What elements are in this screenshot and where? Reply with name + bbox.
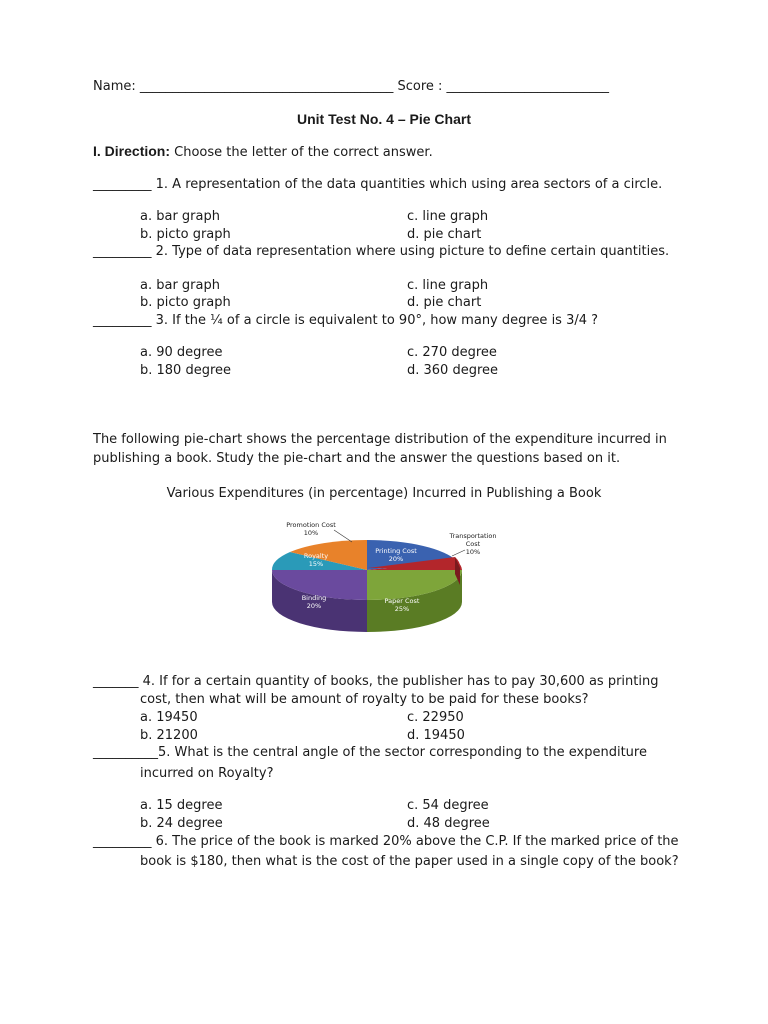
pie-chart (262, 515, 497, 665)
option-b: b. 21200 (140, 728, 198, 743)
option-a: a. bar graph (140, 209, 220, 224)
direction-label: I. Direction: (93, 143, 171, 159)
transport-l2: Cost (465, 540, 481, 548)
option-a: a. 19450 (140, 710, 198, 725)
royalty-pct: 15% (308, 560, 324, 568)
promo-name: Promotion Cost (286, 521, 336, 529)
transport-l1: Transportation (449, 532, 497, 540)
paper-name: Paper Cost (384, 597, 420, 605)
printing-pct: 20% (388, 555, 404, 563)
option-c: c. line graph (407, 209, 489, 224)
option-b: b. 180 degree (140, 363, 232, 378)
option-d: d. pie chart (407, 227, 482, 242)
royalty-name: Royalty (303, 552, 329, 560)
question-stem: _________ 2. Type of data representation where using picture to define certain quantities. (93, 244, 670, 259)
question-stem: _________ 1. A representation of the data quantities which using area sectors of a circle. (93, 177, 663, 192)
question-stem-cont: incurred on Royalty? (140, 766, 274, 781)
transport-pct: 10% (465, 548, 481, 556)
option-c: c. line graph (407, 278, 489, 293)
question-stem: _______ 4. If for a certain quantity of books, the publisher has to pay 30,600 as printing (93, 674, 659, 689)
question-stem: _________ 3. If the ¼ of a circle is equivalent to 90°, how many degree is 3/4 ? (93, 313, 599, 328)
question-stem: __________5. What is the central angle of the sector corresponding to the expenditure (93, 745, 647, 760)
transport-leader (452, 550, 465, 556)
chart-title: Various Expenditures (in percentage) Incurred in Publishing a Book (166, 486, 602, 501)
passage-line-1: The following pie-chart shows the percentage distribution of the expenditure incurred in (93, 432, 667, 447)
promo-leader (334, 530, 352, 542)
direction (93, 142, 433, 162)
question-stem-cont: cost, then what will be amount of royalty to be paid for these books? (140, 692, 589, 707)
option-c: c. 22950 (407, 710, 464, 725)
promo-pct: 10% (303, 529, 319, 537)
name-score-line: Name: _______________________________________ Score : _________________________ (93, 79, 610, 94)
page-title: Unit Test No. 4 – Pie Chart (297, 111, 471, 127)
option-d: d. 48 degree (407, 816, 490, 831)
printing-name: Printing Cost (375, 547, 417, 555)
option-b: b. picto graph (140, 295, 231, 310)
option-a: a. bar graph (140, 278, 220, 293)
binding-pct: 20% (306, 602, 322, 610)
question-stem: _________ 6. The price of the book is marked 20% above the C.P. If the marked price of the (93, 834, 679, 849)
option-c: c. 54 degree (407, 798, 489, 813)
option-a: a. 15 degree (140, 798, 223, 813)
binding-name: Binding (301, 594, 327, 602)
option-c: c. 270 degree (407, 345, 497, 360)
direction-text: Choose the letter of the correct answer. (174, 145, 433, 160)
option-d: d. 360 degree (407, 363, 499, 378)
option-d: d. 19450 (407, 728, 465, 743)
option-a: a. 90 degree (140, 345, 223, 360)
passage-line-2: publishing a book. Study the pie-chart and the answer the questions based on it. (93, 451, 621, 466)
question-stem-cont: book is $180, then what is the cost of the paper used in a single copy of the book? (140, 854, 679, 869)
option-b: b. picto graph (140, 227, 231, 242)
paper-pct: 25% (394, 605, 410, 613)
option-d: d. pie chart (407, 295, 482, 310)
option-b: b. 24 degree (140, 816, 223, 831)
